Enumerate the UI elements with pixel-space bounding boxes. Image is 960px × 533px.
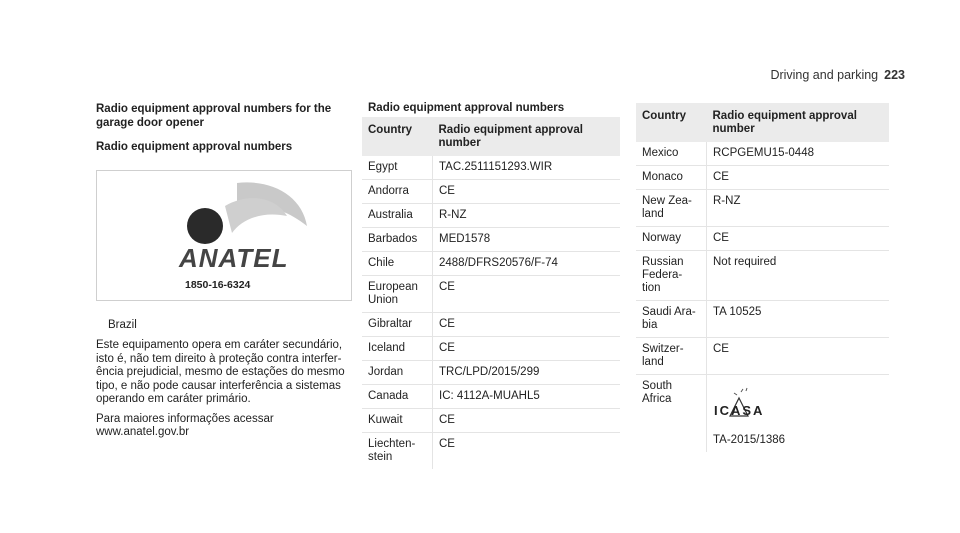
country-cell: Chile [362,252,433,276]
middle-heading: Radio equipment approval numbers [368,102,565,114]
left-column [96,102,352,440]
table-row [636,301,889,338]
table-row [362,156,620,180]
country-brazil: Brazil [108,319,137,331]
country-cell: Switzer-land [636,338,707,375]
number-cell: TAC.2511151293.WIR [433,156,621,180]
brazil-info-paragraph: Para maiores informações acessar www.anatel.gov.br [96,412,274,438]
anatel-number: 1850-16-6324 [185,279,251,291]
table-row [636,166,889,190]
number-cell: 2488/DFRS20576/F-74 [433,252,621,276]
table-row [362,204,620,228]
number-cell: CE [433,313,621,337]
country-cell: Barbados [362,228,433,252]
country-cell: Egypt [362,156,433,180]
number-cell: CE [433,337,621,361]
icasa-number: TA-2015/1386 [713,434,786,446]
table-row [362,337,620,361]
table-row [636,375,889,453]
country-cell: Canada [362,385,433,409]
number-cell: CE [707,227,890,251]
anatel-logo-graphic [97,171,351,300]
table-row [636,338,889,375]
number-cell: CE [433,409,621,433]
icasa-logo-text: ICASA [714,403,765,418]
anatel-logo [96,170,352,301]
country-cell: Mexico [636,142,707,166]
approval-numbers-subheading: Radio equipment approval numbers [96,141,293,153]
number-cell: CE [707,338,890,375]
table-row [636,190,889,227]
number-cell: TA 10525 [707,301,890,338]
number-cell: CE [707,166,890,190]
icasa-logo-graphic [713,386,803,426]
brazil-paragraph: Este equipamento opera em caráter secundário, isto é, não tem direito à proteção contra interfer-ência prejudicial, mesmo de estações do mesmo tipo, e não pode causar interferência a sistemas operando em caráter primário. [96,339,345,405]
number-cell: CE [439,438,455,450]
table-row [362,409,620,433]
number-cell: IC: 4112A-MUAHL5 [433,385,621,409]
number-cell: MED1578 [433,228,621,252]
icasa-logo [713,386,883,426]
page-number: 223 [884,68,905,82]
header-country: Country [636,103,707,142]
number-cell: R-NZ [707,190,890,227]
country-cell: Jordan [362,361,433,385]
country-cell: Andorra [362,180,433,204]
country-cell: Russian Federa-tion [636,251,707,301]
country-cell: Monaco [636,166,707,190]
table-header-row [362,117,620,156]
approval-table-middle [362,117,620,469]
country-cell: Kuwait [362,409,433,433]
header-number: Radio equipment approval number [433,117,621,156]
table-row [362,385,620,409]
country-cell: European Union [362,276,433,313]
country-cell: New Zea-land [636,190,707,227]
country-cell: South Africa [636,375,707,453]
table-header-row [636,103,889,142]
country-cell: Gibraltar [362,313,433,337]
header-number: Radio equipment approval number [707,103,890,142]
header-country: Country [362,117,433,156]
table-row [362,252,620,276]
approval-table-right [636,103,889,452]
section-title: Driving and parking [770,68,879,82]
table-row [636,142,889,166]
number-cell [707,375,890,453]
number-cell: CE [433,180,621,204]
table-row [362,228,620,252]
page-header [770,68,905,82]
table-row [362,361,620,385]
number-cell: CE [433,276,621,313]
table-row [362,433,620,470]
number-cell: R-NZ [433,204,621,228]
number-cell: RCPGEMU15-0448 [707,142,890,166]
anatel-logo-text: ANATEL [179,243,289,273]
table-row [362,180,620,204]
country-cell: Norway [636,227,707,251]
table-row [636,251,889,301]
garage-opener-heading: Radio equipment approval numbers for the garage door opener [96,103,332,129]
country-cell: Saudi Ara-bia [636,301,707,338]
table-row [636,227,889,251]
table-row [362,313,620,337]
number-cell: Not required [707,251,890,301]
number-cell: TRC/LPD/2015/299 [433,361,621,385]
country-cell: Australia [362,204,433,228]
country-cell: Iceland [362,337,433,361]
table-row [362,276,620,313]
country-cell: Liechten-stein [362,433,433,470]
